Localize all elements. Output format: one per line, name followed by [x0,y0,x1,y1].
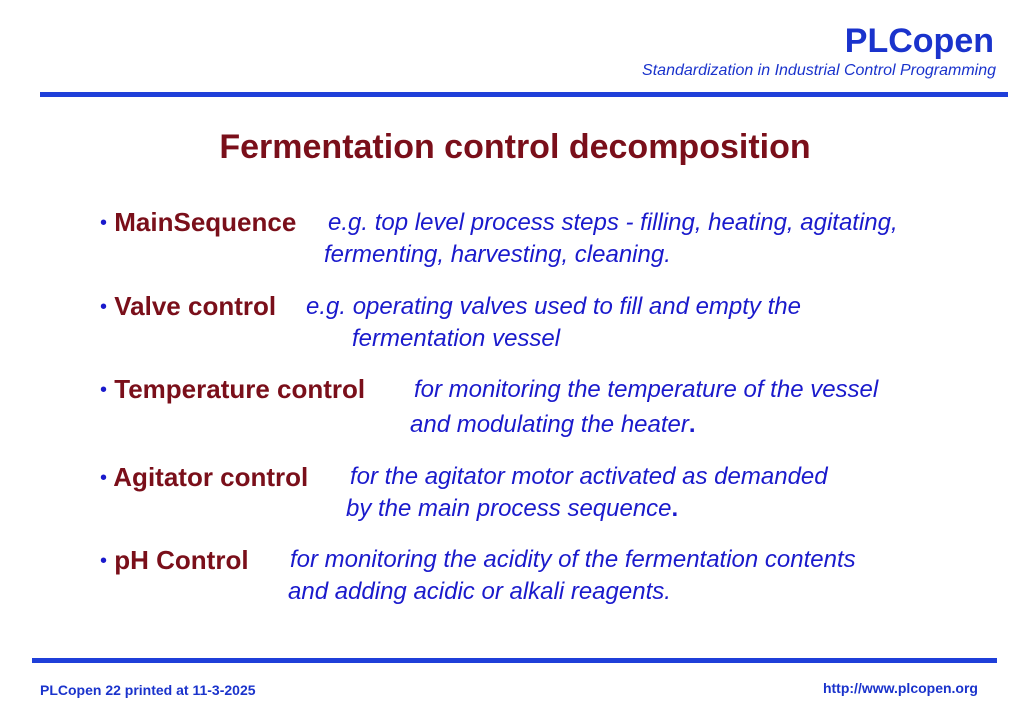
bullet-desc-line: fermentation vessel [352,325,561,352]
bullet-term: Valve control [114,291,277,321]
footer-divider [32,658,997,663]
bullet-mark: • [100,379,108,401]
bullet-mark: • [100,550,108,572]
bullet-temperature-control [100,374,365,405]
slide-title: Fermentation control decomposition [219,128,811,166]
bullet-desc-line: and modulating the heater. [410,411,696,438]
bullet-desc-line: fermenting, harvesting, cleaning. [324,241,671,268]
bullet-ph-control [100,545,249,576]
bullet-term: MainSequence [114,207,297,237]
bullet-term: pH Control [114,545,249,575]
bullet-valve-control [100,291,276,322]
bullet-desc-line: for monitoring the acidity of the fermentation contents [290,546,856,573]
bullet-agitator-control [100,462,308,493]
bullet-mainsequence [100,207,296,238]
bullet-mark: • [100,467,108,489]
header-divider [40,92,1008,97]
bullet-desc-line: for monitoring the temperature of the vessel [414,376,879,403]
footer-page-info: PLCopen 22 printed at 11-3-2025 [40,682,256,698]
bullet-desc-line: e.g. top level process steps - filling, heating, agitating, [328,209,898,236]
bullet-mark: • [100,296,108,318]
brand-tagline: Standardization in Industrial Control Programming [642,62,996,79]
brand-logo-text: PLCopen [844,22,994,60]
footer-website-link[interactable]: http://www.plcopen.org [822,680,978,696]
bullet-mark: • [100,212,108,234]
bullet-desc-line: for the agitator motor activated as demanded [350,463,828,490]
bullet-desc-line: by the main process sequence. [346,495,679,522]
bullet-term: Agitator control [113,462,309,492]
bullet-desc-line: and adding acidic or alkali reagents. [288,578,671,605]
bullet-desc-line: e.g. operating valves used to fill and empty the [306,293,801,320]
bullet-term: Temperature control [114,374,366,404]
